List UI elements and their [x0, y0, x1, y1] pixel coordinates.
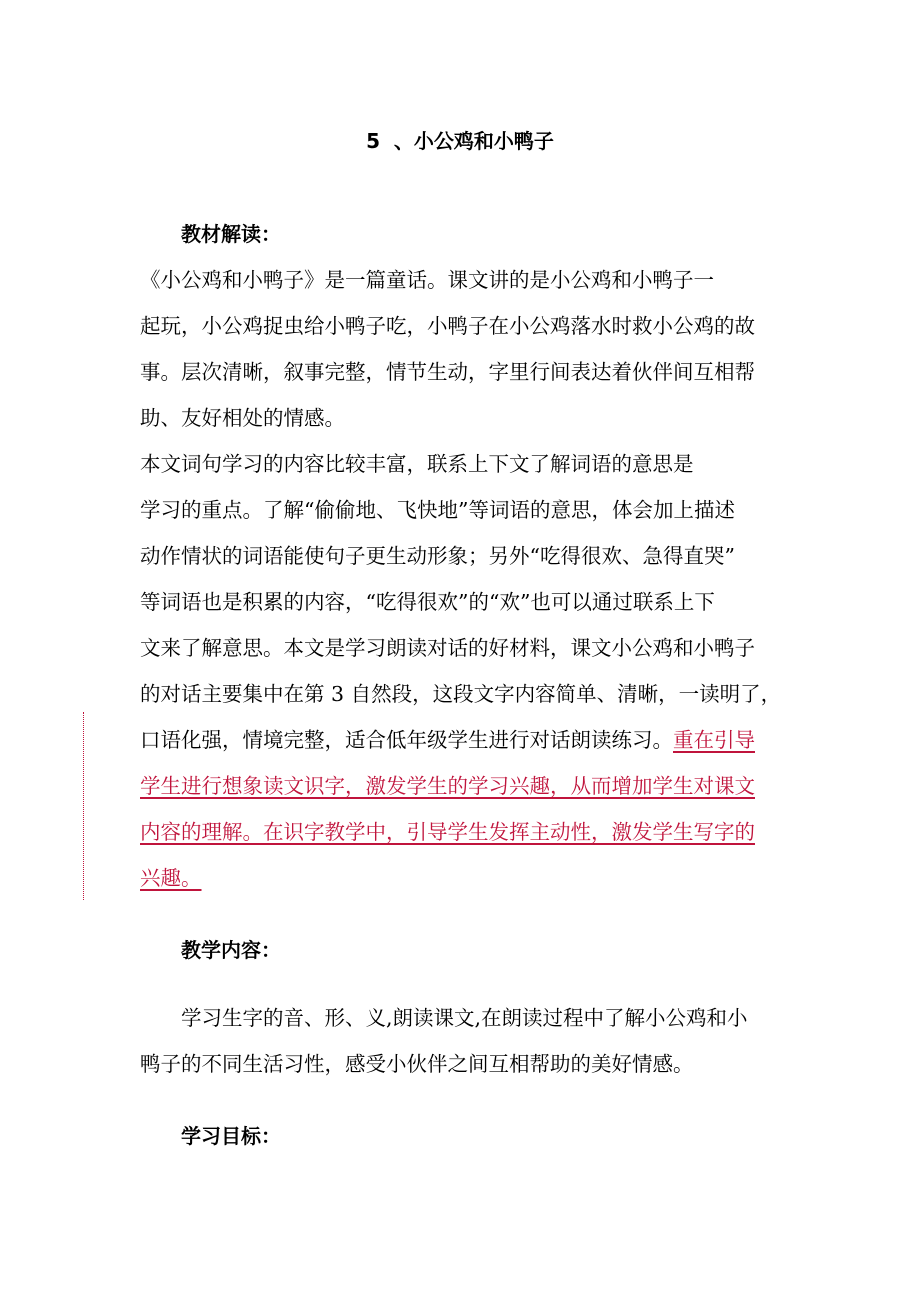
- paragraph-line: 等词语也是积累的内容，“吃得很欢”的“欢”也可以通过联系上下: [140, 590, 715, 614]
- paragraph-line: 助、友好相处的情感。: [140, 406, 345, 430]
- plain-text: 口语化强，情境完整，适合低年级学生进行对话朗读练习。: [140, 728, 673, 752]
- paragraph-line: 起玩，小公鸡捉虫给小鸭子吃，小鸭子在小公鸡落水时救小公鸡的故: [140, 314, 755, 338]
- section-heading-textbook-analysis: 教材解读：: [181, 222, 281, 246]
- paragraph-line: 学习生字的音、形、义,朗读课文,在朗读过程中了解小公鸡和小: [181, 1006, 748, 1030]
- revised-line: 兴趣。: [140, 866, 202, 890]
- revision-bar: [83, 712, 84, 900]
- revised-line: 内容的理解。在识字教学中，引导学生发挥主动性，激发学生写字的: [140, 820, 755, 844]
- section-heading-learning-goals: 学习目标：: [181, 1124, 281, 1148]
- paragraph-line: 学习的重点。了解“偷偷地、飞快地”等词语的意思，体会加上描述: [140, 498, 735, 522]
- paragraph-line: 鸭子的不同生活习性，感受小伙伴之间互相帮助的美好情感。: [140, 1052, 694, 1076]
- page-title: 5 、小公鸡和小鸭子: [366, 129, 554, 153]
- paragraph-line: 事。层次清晰，叙事完整，情节生动，字里行间表达着伙伴间互相帮: [140, 360, 755, 384]
- paragraph-line: 《小公鸡和小鸭子》是一篇童话。课文讲的是小公鸡和小鸭子一: [140, 268, 714, 292]
- section-heading-teaching-content: 教学内容：: [181, 938, 281, 962]
- paragraph-line: 动作情状的词语能使句子更生动形象；另外“吃得很欢、急得直哭”: [140, 544, 735, 568]
- paragraph-line-mixed: [140, 725, 755, 755]
- paragraph-line: 文来了解意思。本文是学习朗读对话的好材料，课文小公鸡和小鸭子: [140, 636, 755, 660]
- revised-line: 学生进行想象读文识字，激发学生的学习兴趣，从而增加学生对课文: [140, 774, 755, 798]
- paragraph-line: 本文词句学习的内容比较丰富，联系上下文了解词语的意思是: [140, 452, 694, 476]
- revised-text: 重在引导: [673, 728, 755, 752]
- paragraph-line: 的对话主要集中在第 3 自然段，这段文字内容简单、清晰，一读明了，: [140, 682, 782, 706]
